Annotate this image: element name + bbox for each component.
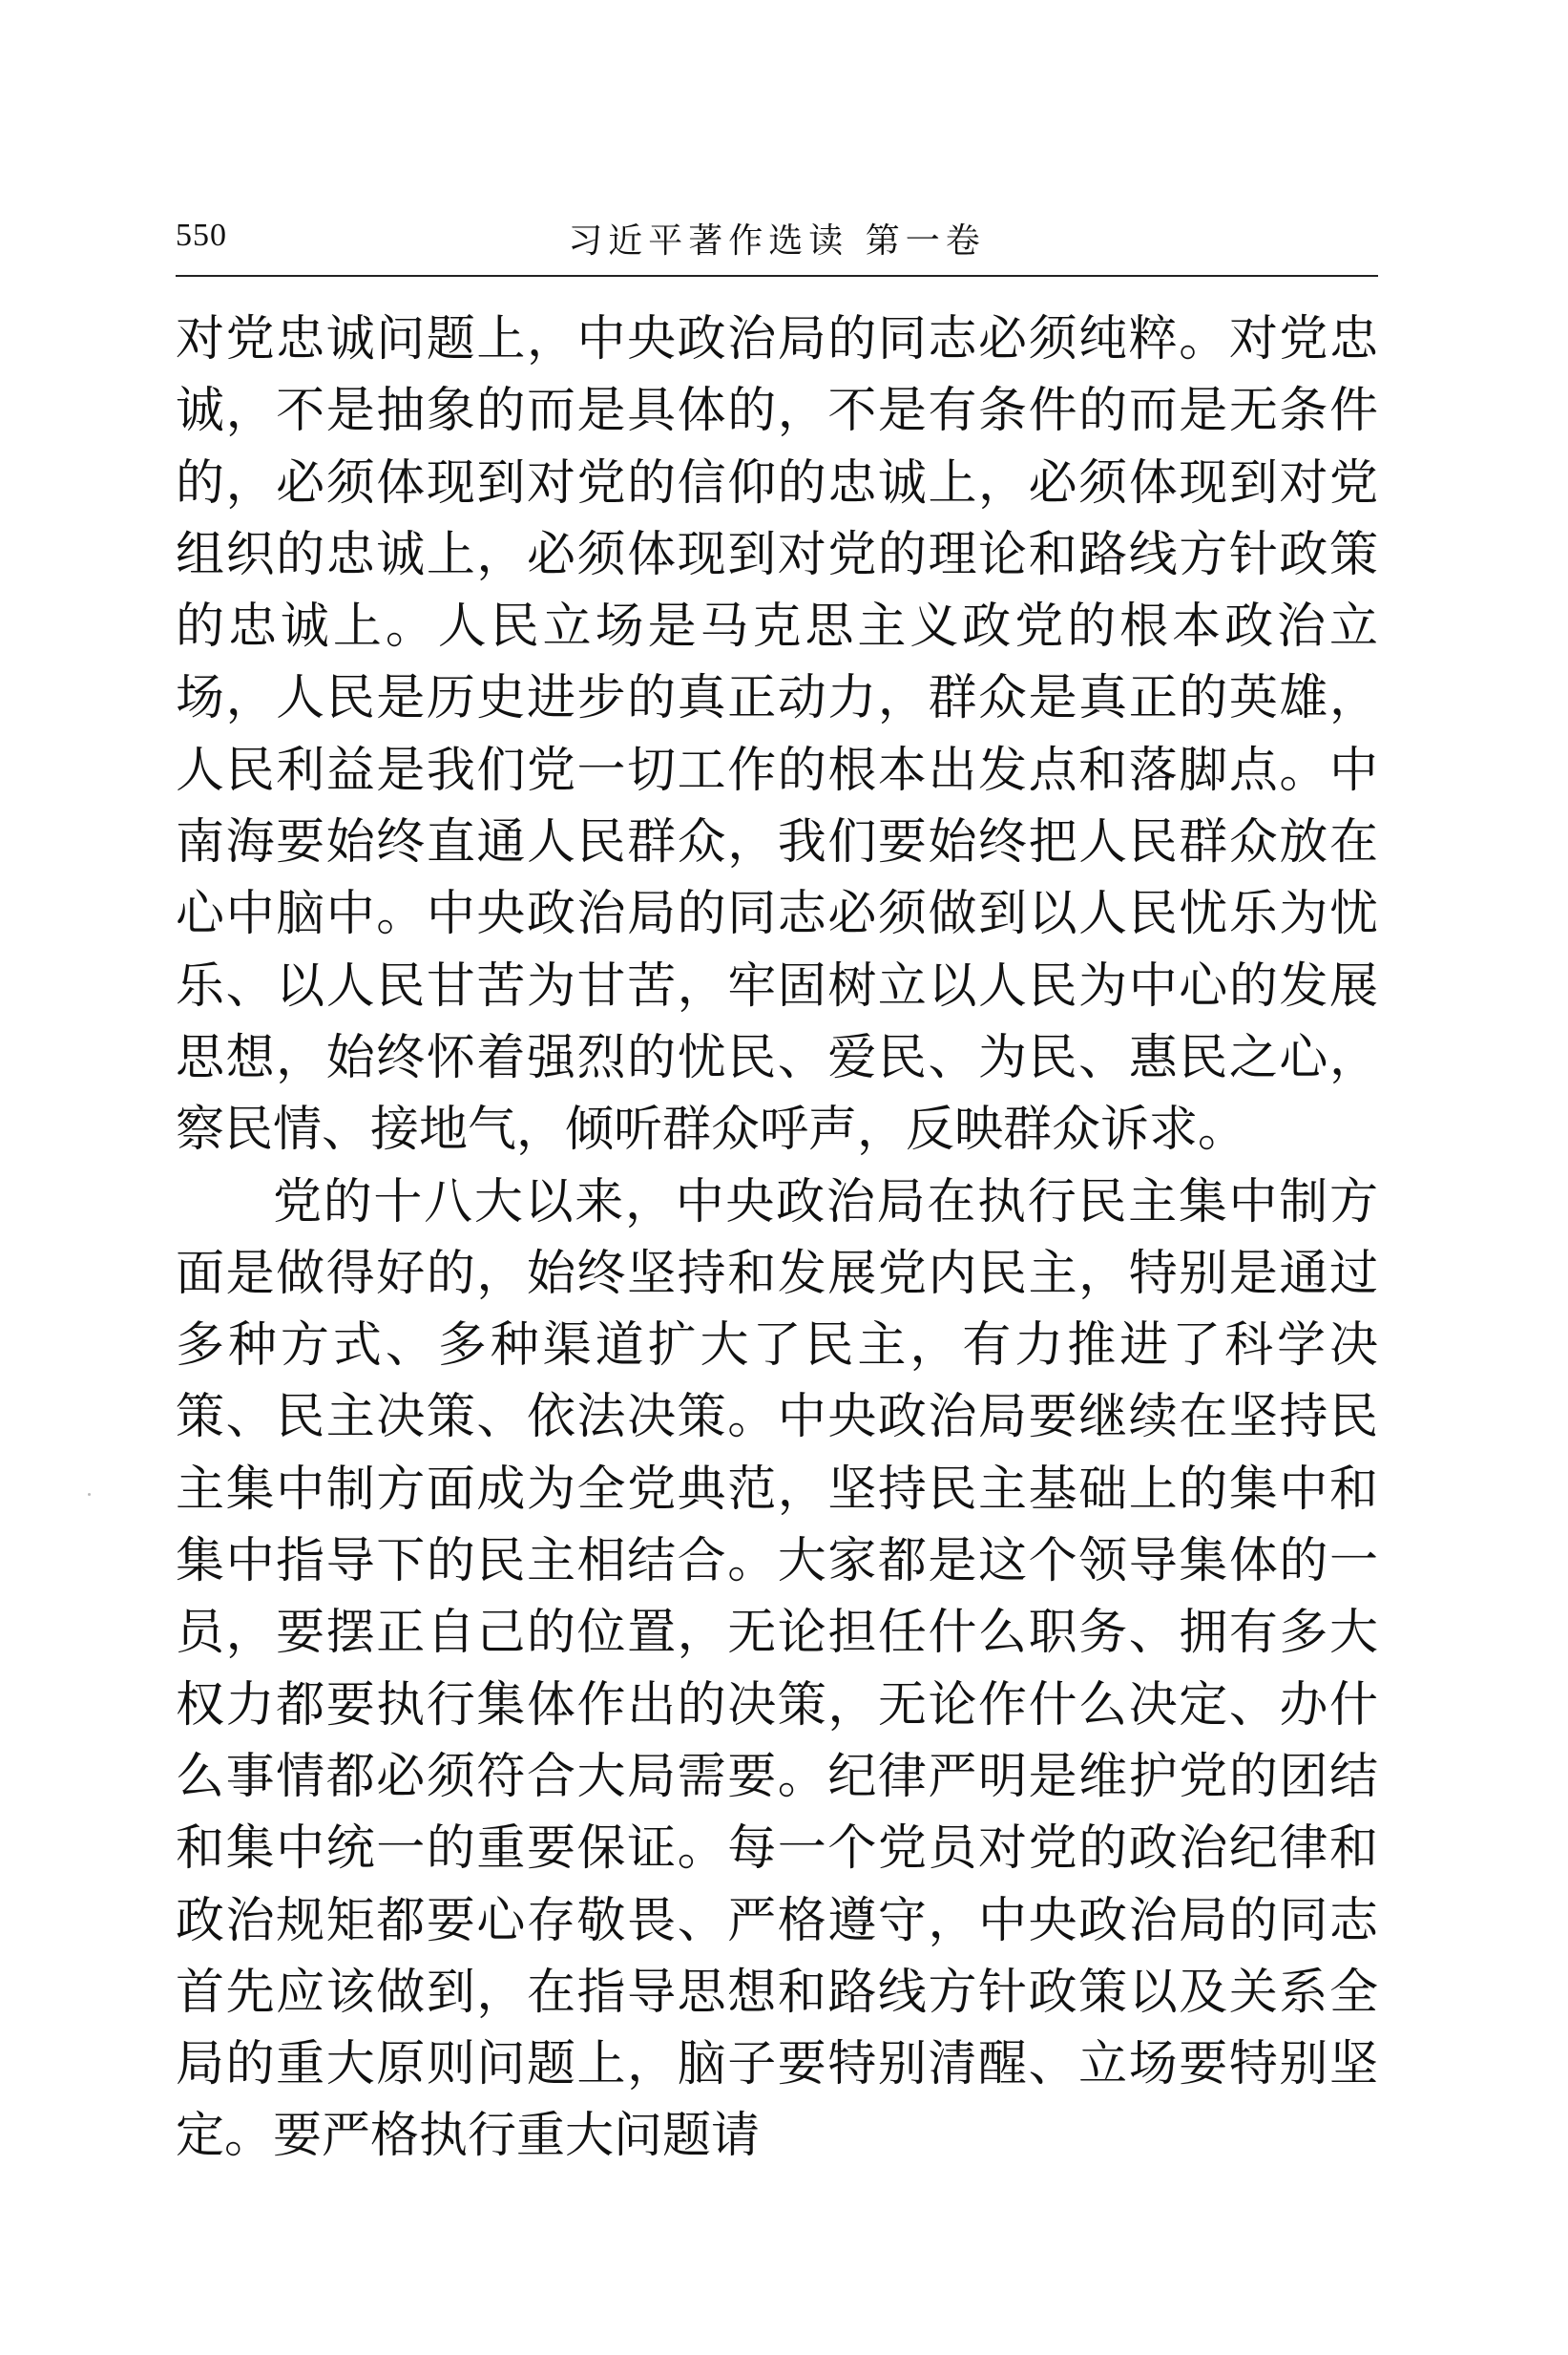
paragraph: 党的十八大以来，中央政治局在执行民主集中制方面是做得好的，始终坚持和发展党内民主，特别是通过多种方式、多种渠道扩大了民主，有力推进了科学决策、民主决策、依法决策。中央政治局要继续在坚持民主集中制方面成为全党典范，坚持民主基础上的集中和集中指导下的民主相结合。大家都是这个领导集体的一员，要摆正自己的位置，无论担任什么职务、拥有多大权力都要执行集体作出的决策，无论作什么决定、办什么事情都必须符合大局需要。纪律严明是维护党的团结和集中统一的重要保证。每一个党员对党的政治纪律和政治规矩都要心存敬畏、严格遵守，中央政治局的同志首先应该做到，在指导思想和路线方针政策以及关系全局的重大原则问题上，脑子要特别清醒、立场要特别坚定。要严格执行重大问题请	[176, 1173, 1378, 2165]
scan-speck	[88, 1493, 91, 1496]
paragraph-continued: 对党忠诚问题上，中央政治局的同志必须纯粹。对党忠诚，不是抽象的而是具体的，不是有条件的而是无条件的，必须体现到对党的信仰的忠诚上，必须体现到对党组织的忠诚上，必须体现到对党的理论和路线方针政策的忠诚上。人民立场是马克思主义政党的根本政治立场，人民是历史进步的真正动力，群众是真正的英雄，人民利益是我们党一切工作的根本出发点和落脚点。中南海要始终直通人民群众，我们要始终把人民群众放在心中脑中。中央政治局的同志必须做到以人民忧乐为忧乐、以人民甘苦为甘苦，牢固树立以人民为中心的发展思想，始终怀着强烈的忧民、爱民、为民、惠民之心，察民情、接地气，倾听群众呼声，反映群众诉求。	[176, 311, 1378, 1159]
body-text	[176, 304, 1378, 2173]
running-title: 习近平著作选读 第一卷	[568, 221, 986, 261]
header-rule	[176, 275, 1378, 277]
page-header	[176, 208, 1378, 284]
page-number: 550	[176, 218, 227, 253]
